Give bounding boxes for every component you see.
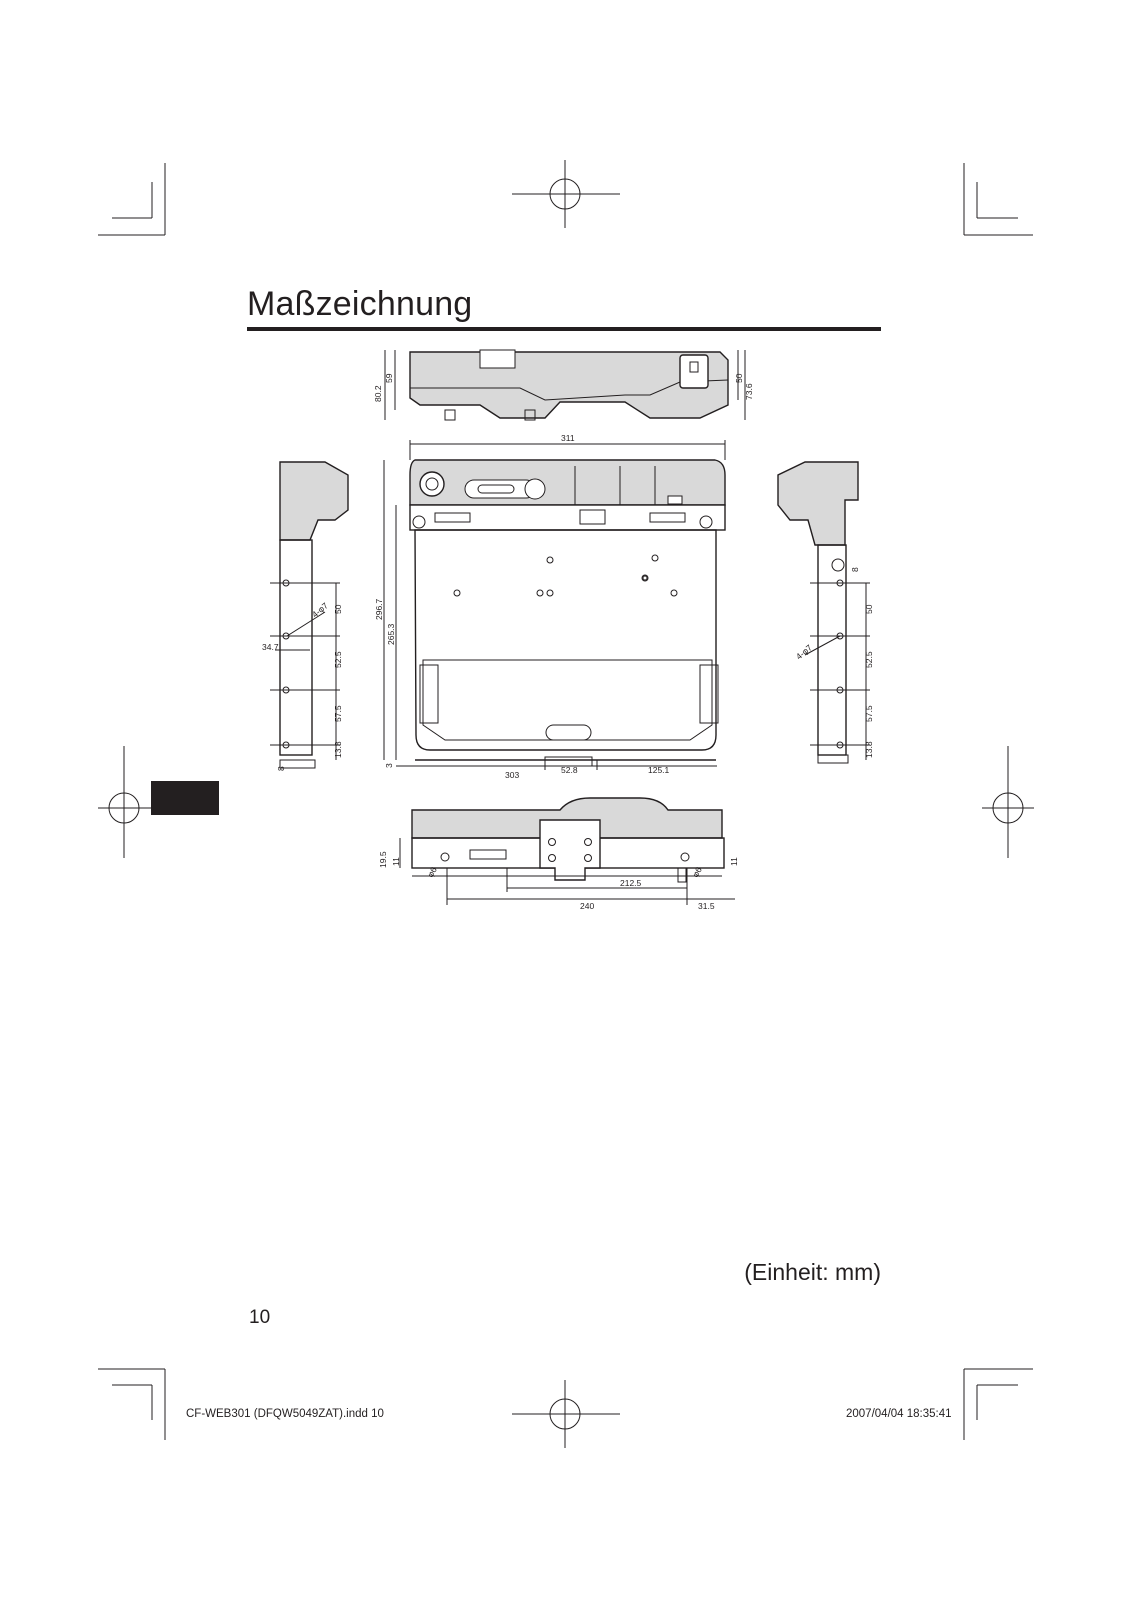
registration-target-bottom xyxy=(512,1380,620,1448)
dim-plan-303: 303 xyxy=(505,770,520,780)
dim-top-50: 50 xyxy=(734,373,744,383)
dim-plan-3: 3 xyxy=(384,763,394,768)
dim-right-8: 8 xyxy=(850,567,860,572)
dim-plan-52-8: 52.8 xyxy=(561,765,578,775)
crop-mark-bottom-left xyxy=(98,1369,165,1440)
dim-bottom-phi6-left: φ6 xyxy=(425,865,439,879)
dim-bottom-31-5: 31.5 xyxy=(698,901,715,911)
page-title: Maßzeichnung xyxy=(247,285,473,323)
registration-target-right xyxy=(982,746,1034,858)
dim-right-4-phi7: 4-φ7 xyxy=(793,642,814,662)
crop-mark-top-right xyxy=(964,163,1033,235)
registration-target-left xyxy=(98,746,151,858)
bottom-view-drawing xyxy=(400,798,735,905)
dim-left-52-5: 52.5 xyxy=(333,651,343,668)
dim-plan-125-1: 125.1 xyxy=(648,765,670,775)
dim-left-4-phi7: 4-φ7 xyxy=(309,600,330,620)
dim-left-50: 50 xyxy=(333,604,343,614)
print-slug-filename: CF-WEB301 (DFQW5049ZAT).indd 10 xyxy=(186,1408,384,1420)
plan-view-drawing xyxy=(384,440,725,770)
top-view-drawing xyxy=(385,350,745,420)
title-underline xyxy=(247,327,881,331)
dim-bottom-240: 240 xyxy=(580,901,595,911)
section-tab-marker xyxy=(151,781,219,815)
crop-mark-bottom-right xyxy=(964,1369,1033,1440)
dim-left-34-7: 34.7 xyxy=(262,642,279,652)
print-slug-timestamp: 2007/04/04 18:35:41 xyxy=(846,1408,952,1420)
dim-plan-296-7: 296.7 xyxy=(374,598,384,620)
dim-top-80-2: 80.2 xyxy=(373,385,383,402)
crop-mark-top-left xyxy=(98,163,165,235)
dim-bottom-19-5: 19.5 xyxy=(378,851,388,868)
dim-plan-311: 311 xyxy=(561,433,575,443)
dim-right-52-5: 52.5 xyxy=(864,651,874,668)
registration-target-top xyxy=(512,160,620,228)
dim-bottom-phi6-right: φ6 xyxy=(690,865,704,879)
dim-left-8: 8 xyxy=(276,766,286,771)
dim-right-50: 50 xyxy=(864,604,874,614)
dim-right-57-5: 57.5 xyxy=(864,705,874,722)
dim-left-57-5: 57.5 xyxy=(333,705,343,722)
dim-top-73-6: 73.6 xyxy=(744,383,754,400)
dim-bottom-212-5: 212.5 xyxy=(620,878,642,888)
unit-note: (Einheit: mm) xyxy=(744,1259,881,1285)
right-view-drawing xyxy=(778,462,870,763)
dim-top-59: 59 xyxy=(384,373,394,383)
dim-bottom-11-left: 11 xyxy=(391,857,401,866)
dim-plan-265-3: 265.3 xyxy=(386,623,396,645)
dim-right-13-8: 13.8 xyxy=(864,741,874,758)
dim-bottom-11-right: 11 xyxy=(729,857,739,866)
dim-left-13-8: 13.8 xyxy=(333,741,343,758)
page-number: 10 xyxy=(249,1307,271,1328)
